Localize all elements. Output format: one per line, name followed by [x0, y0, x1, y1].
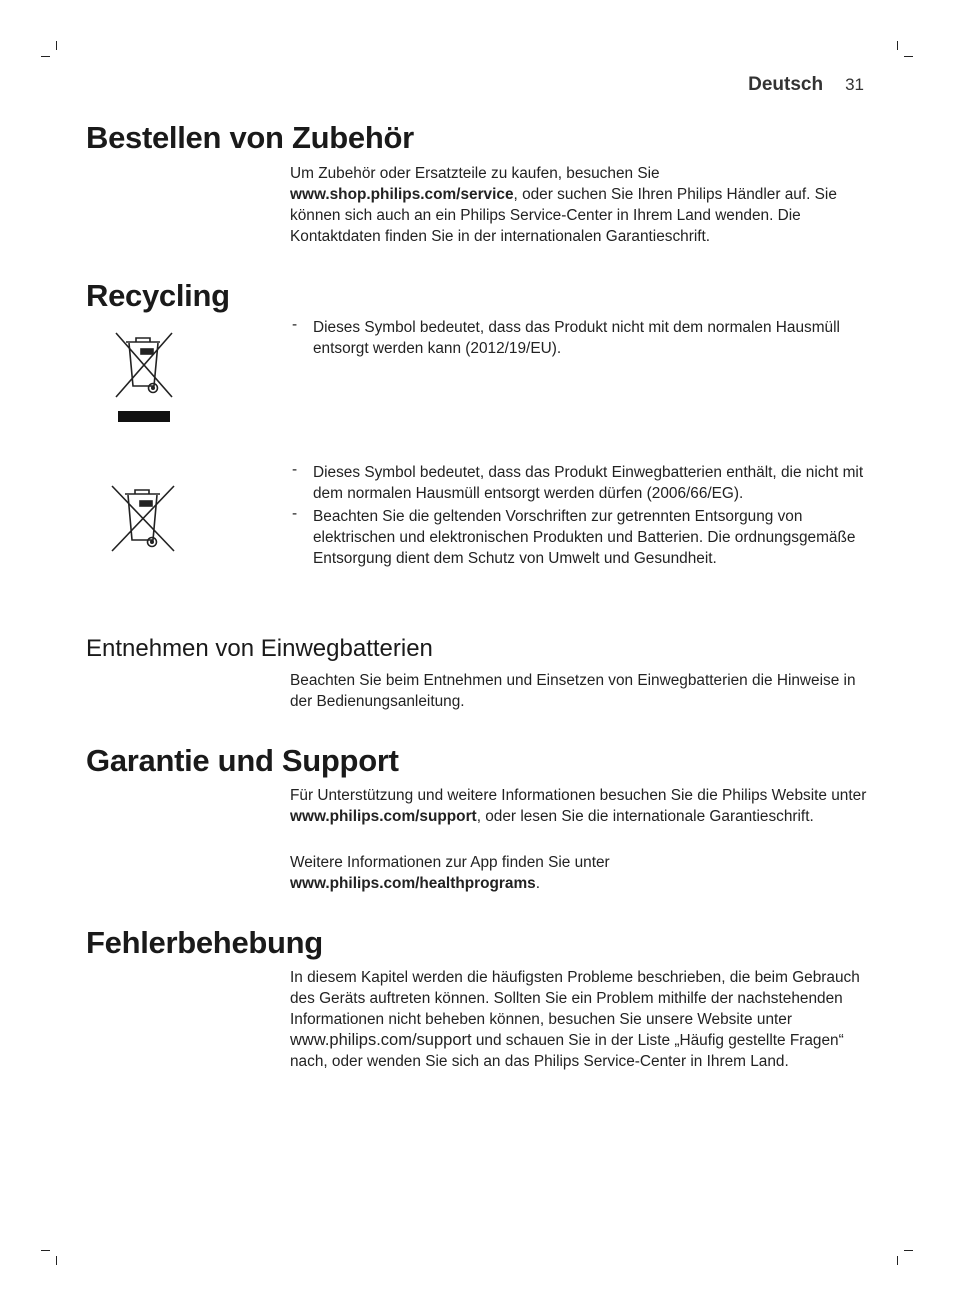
- crop-mark: [897, 1256, 898, 1265]
- heading-bestellen: Bestellen von Zubehör: [86, 120, 414, 155]
- crop-mark: [41, 56, 50, 57]
- fehler-paragraph: [290, 967, 870, 1072]
- crop-mark: [56, 41, 57, 50]
- heading-recycling: Recycling: [86, 278, 230, 313]
- crop-mark: [904, 56, 913, 57]
- list-item: - Dieses Symbol bedeutet, dass das Produkt Einwegbatterien enthält, die nicht mit dem normalen Hausmüll entsorgt werden dürfen (2006/66/EG).: [290, 462, 870, 504]
- fehler-support-link[interactable]: www.philips.com/support: [290, 1031, 472, 1049]
- crop-mark: [904, 1250, 913, 1251]
- recycling-list-1: [290, 317, 870, 361]
- heading-garantie: Garantie und Support: [86, 743, 399, 778]
- heading-fehlerbehebung: Fehlerbehebung: [86, 925, 323, 960]
- crossed-out-wheelie-bin-with-bar-icon: [110, 328, 178, 424]
- garantie-paragraph-1: [290, 785, 870, 827]
- fehler-text-1: In diesem Kapitel werden die häufigsten Probleme beschrieben, die beim Gebrauch des Geräts auftreten können. Sollten Sie ein Problem mithilfe der nachstehenden Informationen nicht beheben können, besuchen Sie unsere Website unter: [290, 969, 860, 1028]
- bestellen-paragraph: [290, 163, 870, 247]
- fehler-text-2: und schauen Sie in der Liste „Häufig gestellte Fragen“ nach, oder wenden Sie sich an das Philips Service-Center in Ihrem Land.: [290, 1032, 844, 1070]
- crossed-out-wheelie-bin-icon: [108, 480, 178, 554]
- garantie-text-4: .: [535, 875, 540, 892]
- heading-entnehmen: Entnehmen von Einwegbatterien: [86, 635, 433, 662]
- list-item: - Dieses Symbol bedeutet, dass das Produkt nicht mit dem normalen Hausmüll entsorgt werden kann (2012/19/EU).: [290, 317, 870, 359]
- bestellen-text-2: , oder suchen Sie Ihren Philips Händler auf. Sie können sich auch an ein Philips Service-Center in Ihrem Land wenden. Die Kontaktdaten finden Sie in der internationalen Garantieschrift.: [290, 186, 837, 245]
- page-number: 31: [845, 75, 864, 94]
- garantie-paragraph-2: [290, 852, 870, 894]
- language-label: Deutsch: [748, 74, 824, 95]
- healthprograms-link[interactable]: www.philips.com/healthprograms: [290, 875, 536, 892]
- garantie-text-2: , oder lesen Sie die internationale Garantieschrift.: [476, 808, 814, 825]
- shop-link[interactable]: www.shop.philips.com/service: [290, 186, 514, 203]
- entnehmen-paragraph: Beachten Sie beim Entnehmen und Einsetzen von Einwegbatterien die Hinweise in der Bedienungsanleitung.: [290, 672, 856, 710]
- crop-mark: [897, 41, 898, 50]
- list-item: - Beachten Sie die geltenden Vorschriften zur getrennten Entsorgung von elektrischen und elektronischen Produkten und Batterien. Die ordnungsgemäße Entsorgung dient dem Schutz von Umwelt und Gesundheit.: [290, 506, 870, 569]
- crop-mark: [56, 1256, 57, 1265]
- garantie-text-3: Weitere Informationen zur App finden Sie unter: [290, 854, 610, 871]
- page-header: [748, 74, 864, 96]
- support-link[interactable]: www.philips.com/support: [290, 808, 477, 825]
- recycling-list-2: [290, 462, 870, 571]
- crop-mark: [41, 1250, 50, 1251]
- bestellen-text-1: Um Zubehör oder Ersatzteile zu kaufen, besuchen Sie: [290, 165, 660, 182]
- garantie-text-1: Für Unterstützung und weitere Informationen besuchen Sie die Philips Website unter: [290, 787, 867, 804]
